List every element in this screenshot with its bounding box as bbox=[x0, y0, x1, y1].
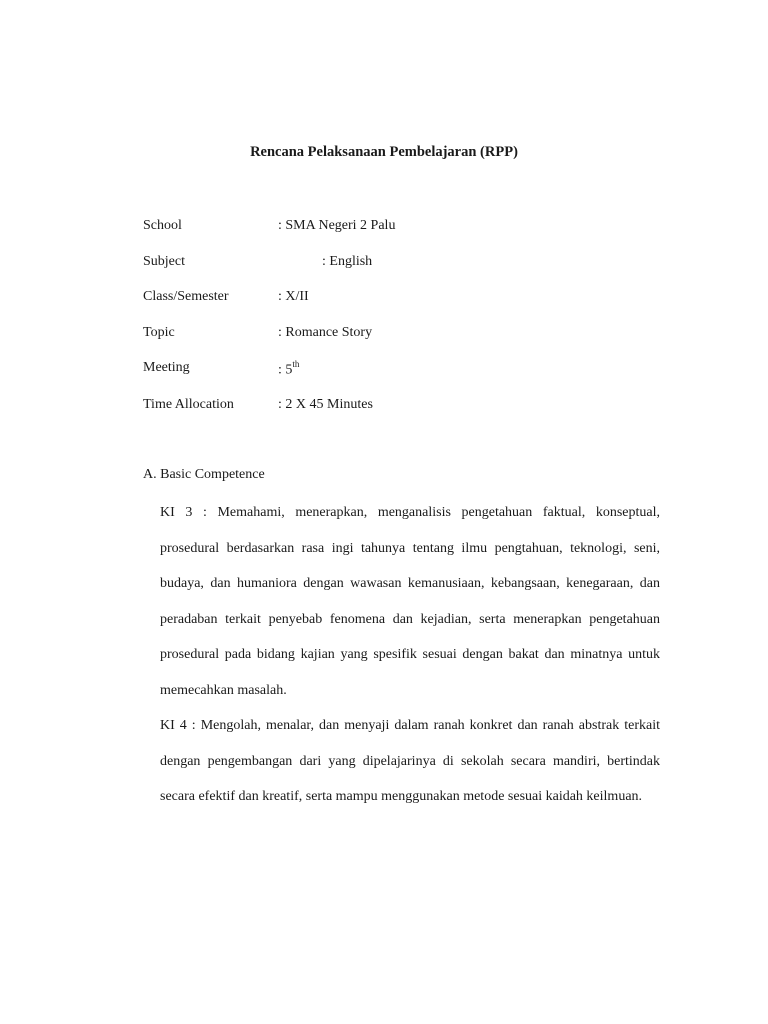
ki4-paragraph: KI 4 : Mengolah, menalar, dan menyaji dalam ranah konkret dan ranah abstrak terkait dengan pengembangan dari yang dipelajarinya di sekolah secara mandiri, bertindak secara efektif dan kreatif, serta mampu menggunakan metode sesuai kaidah keilmuan. bbox=[160, 718, 660, 805]
info-label-time-allocation: Time Allocation bbox=[143, 397, 234, 412]
meeting-ordinal-suffix: th bbox=[292, 359, 300, 369]
info-value-subject: : English bbox=[322, 254, 373, 269]
info-label-subject: Subject bbox=[143, 254, 185, 269]
ki3-paragraph: KI 3 : Memahami, menerapkan, menganalisis pengetahuan faktual, konseptual, prosedural berdasarkan rasa ingi tahunya tentang ilmu pengtahuan, teknologi, seni, budaya, dan humaniora dengan wawasan kemanusiaan, kebangsaan, kenegaraan, dan peradaban terkait penyebab fenomena dan kejadian, serta menerapkan pengetahuan prosedural pada bidang kajian yang spesifik sesuai dengan bakat dan minatnya untuk memecahkan masalah. bbox=[160, 505, 660, 698]
document-title: Rencana Pelaksanaan Pembelajaran (RPP) bbox=[250, 144, 518, 160]
info-value-class-semester: : X/II bbox=[278, 289, 309, 304]
info-value-meeting bbox=[278, 360, 299, 379]
section-heading-basic-competence: A. Basic Competence bbox=[143, 467, 265, 482]
info-value-school: : SMA Negeri 2 Palu bbox=[278, 218, 396, 233]
info-label-class-semester: Class/Semester bbox=[143, 289, 229, 304]
info-label-topic: Topic bbox=[143, 325, 175, 340]
meeting-number: : 5 bbox=[278, 362, 293, 378]
info-label-meeting: Meeting bbox=[143, 360, 190, 375]
info-label-school: School bbox=[143, 218, 182, 233]
info-value-time-allocation: : 2 X 45 Minutes bbox=[278, 397, 373, 412]
info-value-topic: : Romance Story bbox=[278, 325, 373, 340]
